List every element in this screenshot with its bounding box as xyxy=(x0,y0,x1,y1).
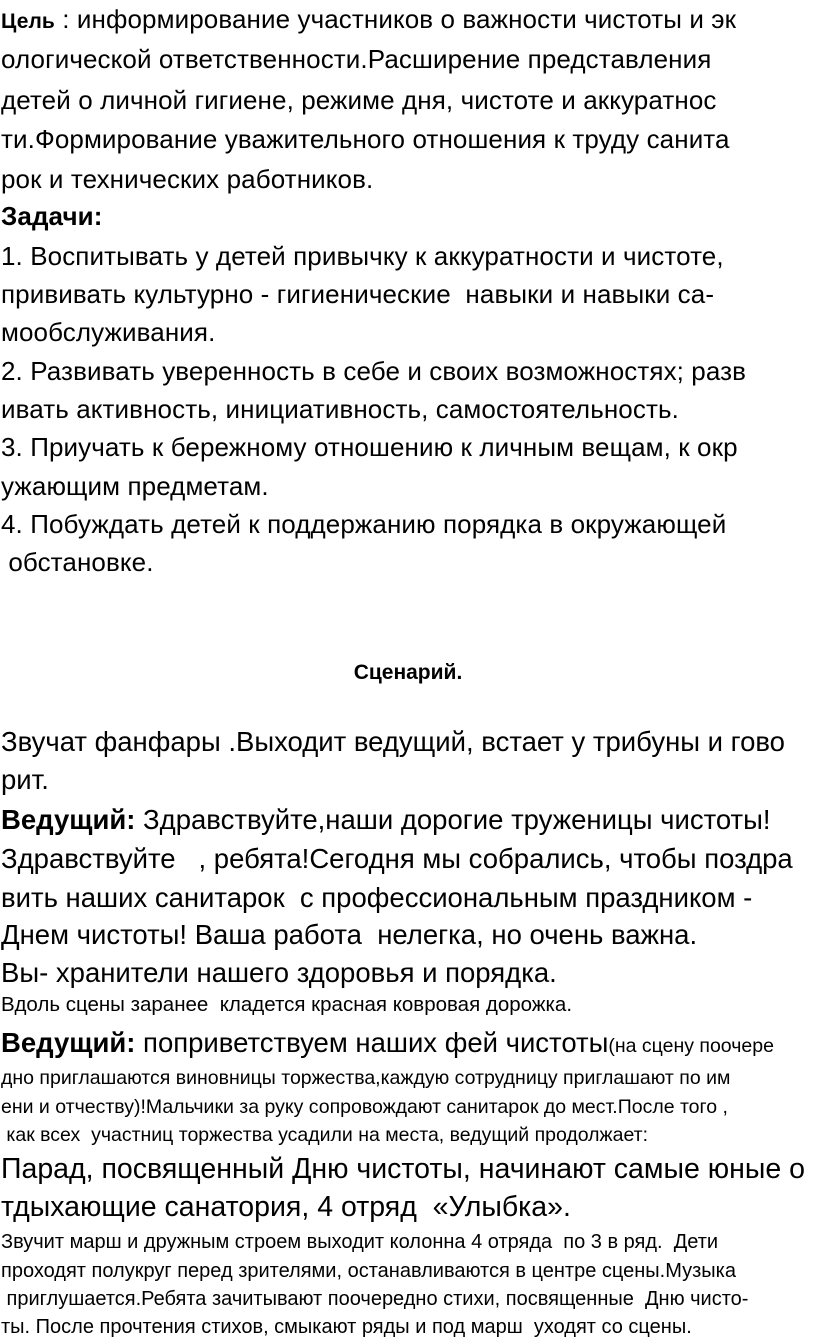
task-line-2: прививать культурно - гигиенические навыки и навыки са- xyxy=(1,279,715,309)
march-line-4: ты. После прочтения стихов, смыкают ряды и под марш уходят со сцены. xyxy=(1,1316,692,1338)
goal-line-4: ти.Формирование уважительного отношения к труду санита xyxy=(1,124,730,154)
goal-label: Цель xyxy=(1,10,55,33)
goal-line-1 xyxy=(1,6,736,32)
host-line-4: Днем чистоты! Ваша работа нелегка, но очень важна. xyxy=(1,919,698,950)
host2-text: поприветствуем наших фей чистоты xyxy=(135,1027,609,1058)
task-line-7: ужающим предметам. xyxy=(1,471,269,501)
goal-text: : информирование участников о важности чистоты и эк xyxy=(54,4,737,34)
task-line-4: 2. Развивать уверенность в себе и своих возможностях; разв xyxy=(1,356,747,386)
march-line-1: Звучит марш и дружным строем выходит колонна 4 отряда по 3 в ряд. Дети xyxy=(1,1231,719,1253)
intro-line-1: Звучат фанфары .Выходит ведущий, встает у трибуны и гово xyxy=(1,726,785,757)
host2-note-line-3: как всех участниц торжества усадили на места, ведущий продолжает: xyxy=(1,1124,648,1146)
parade-line-1: Парад, посвященный Дню чистоты, начинают самые юные о xyxy=(1,1153,805,1185)
march-line-3: приглушается.Ребята зачитывают поочередно стихи, посвященные Дню чисто- xyxy=(1,1288,749,1310)
host2-line-1 xyxy=(1,1029,774,1057)
host-line-1 xyxy=(1,806,771,834)
host2-note-line-1: дно приглашаются виновницы торжества,каждую сотрудницу приглашают по им xyxy=(1,1067,731,1089)
task-line-6: 3. Приучать к бережному отношению к личным вещам, к окр xyxy=(1,432,738,462)
task-line-9: обстановке. xyxy=(1,547,154,577)
parade-line-2: тдыхающие санатория, 4 отряд «Улыбка». xyxy=(1,1191,571,1223)
task-line-5: ивать активность, инициативность, самостоятельность. xyxy=(1,394,679,424)
task-line-8: 4. Побуждать детей к поддержанию порядка в окружающей xyxy=(1,509,727,539)
goal-line-5: рок и технических работников. xyxy=(1,164,374,194)
host-greeting: Здравствуйте,наши дорогие труженицы чистоты! xyxy=(135,804,771,835)
scenario-heading: Сценарий. xyxy=(353,661,463,684)
task-line-3: мообслуживания. xyxy=(1,317,216,347)
host2-note-start: (на сцену поочере xyxy=(608,1035,774,1057)
host-line-5: Вы- хранители нашего здоровья и порядка. xyxy=(1,957,557,988)
goal-line-3: детей о личной гигиене, режиме дня, чистоте и аккуратнос xyxy=(1,85,717,115)
host2-label: Ведущий: xyxy=(1,1027,136,1058)
intro-line-2: рит. xyxy=(1,764,49,795)
host-line-3: вить наших санитарок с профессиональным праздником - xyxy=(1,882,753,913)
stage-note-1: Вдоль сцены заранее кладется красная ковровая дорожка. xyxy=(1,993,573,1016)
host-line-2: Здравствуйте , ребята!Сегодня мы собрались, чтобы поздра xyxy=(1,843,793,874)
host2-note-line-2: ени и отчеству)!Мальчики за руку сопровождают санитарок до мест.После того , xyxy=(1,1096,728,1118)
host-label: Ведущий: xyxy=(1,804,136,835)
tasks-heading: Задачи: xyxy=(1,201,103,231)
march-line-2: проходят полукруг перед зрителями, останавливаются в центре сцены.Музыка xyxy=(1,1260,736,1282)
goal-line-2: ологической ответственности.Расширение представления xyxy=(1,44,712,74)
task-line-1: 1. Воспитывать у детей привычку к аккуратности и чистоте, xyxy=(1,241,724,271)
